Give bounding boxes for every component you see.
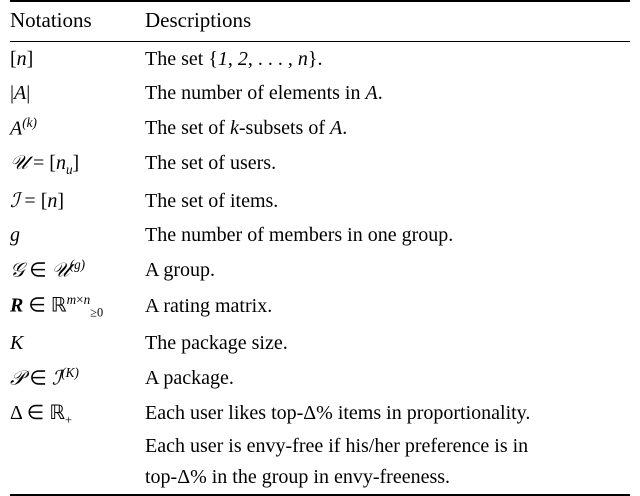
notation-cell: $A^{(k)}$	[10, 114, 37, 140]
notation-cell: g	[10, 223, 20, 246]
table-row	[10, 76, 630, 110]
column-header-descriptions: Descriptions	[145, 8, 252, 32]
notation-cell: |A|	[10, 81, 31, 104]
notation-table-body	[10, 42, 630, 494]
table-row	[10, 288, 630, 326]
table-row	[10, 252, 630, 288]
table-header	[10, 2, 630, 41]
table-row	[10, 433, 630, 464]
notation-cell: R ∈ ℝ$^{m\times n}_{\ge 0}$	[10, 292, 104, 321]
description-cell: The set {1, 2, . . . , n}.	[145, 47, 323, 70]
notation-cell: 𝒢 ∈ 𝒰$^{(g)}$	[10, 256, 86, 282]
table-row	[10, 396, 630, 434]
notation-cell: [n]	[10, 47, 34, 70]
notation-cell: 𝒰 = $[n_u]$	[10, 150, 80, 178]
table-row	[10, 218, 630, 252]
notation-cell: K	[10, 331, 24, 354]
column-header-notations: Notations	[10, 8, 92, 32]
table-row	[10, 464, 630, 495]
description-cell: The set of items.	[145, 189, 279, 212]
description-cell: Each user likes top-Δ% items in proportionality.	[145, 402, 531, 425]
description-cell: A group.	[145, 259, 215, 282]
notation-cell: Δ ∈ ℝ$_+$	[10, 400, 73, 428]
table-header-row	[10, 2, 630, 41]
notation-cell	[10, 464, 145, 495]
table-row	[10, 360, 630, 396]
description-cell: The package size.	[145, 331, 288, 354]
table-row	[10, 183, 630, 218]
table-row	[10, 42, 630, 76]
description-cell: top-Δ% in the group in envy-freeness.	[145, 465, 451, 488]
description-cell: A package.	[145, 367, 234, 390]
table-row	[10, 110, 630, 146]
table-row	[10, 146, 630, 184]
notation-cell	[10, 433, 145, 464]
description-cell: The number of elements in A.	[145, 81, 383, 104]
description-cell: The set of k-subsets of A.	[145, 117, 348, 140]
description-cell: The number of members in one group.	[145, 223, 454, 246]
notation-cell: 𝒫 ∈ ℐ$^{(K)}$	[10, 364, 79, 390]
description-cell: Each user is envy-free if his/her preference is in	[145, 435, 529, 458]
notation-cell: ℐ = [n]	[10, 187, 65, 212]
table-row	[10, 326, 630, 360]
description-cell: The set of users.	[145, 152, 277, 175]
description-cell: A rating matrix.	[145, 295, 273, 318]
notation-table	[10, 2, 630, 41]
